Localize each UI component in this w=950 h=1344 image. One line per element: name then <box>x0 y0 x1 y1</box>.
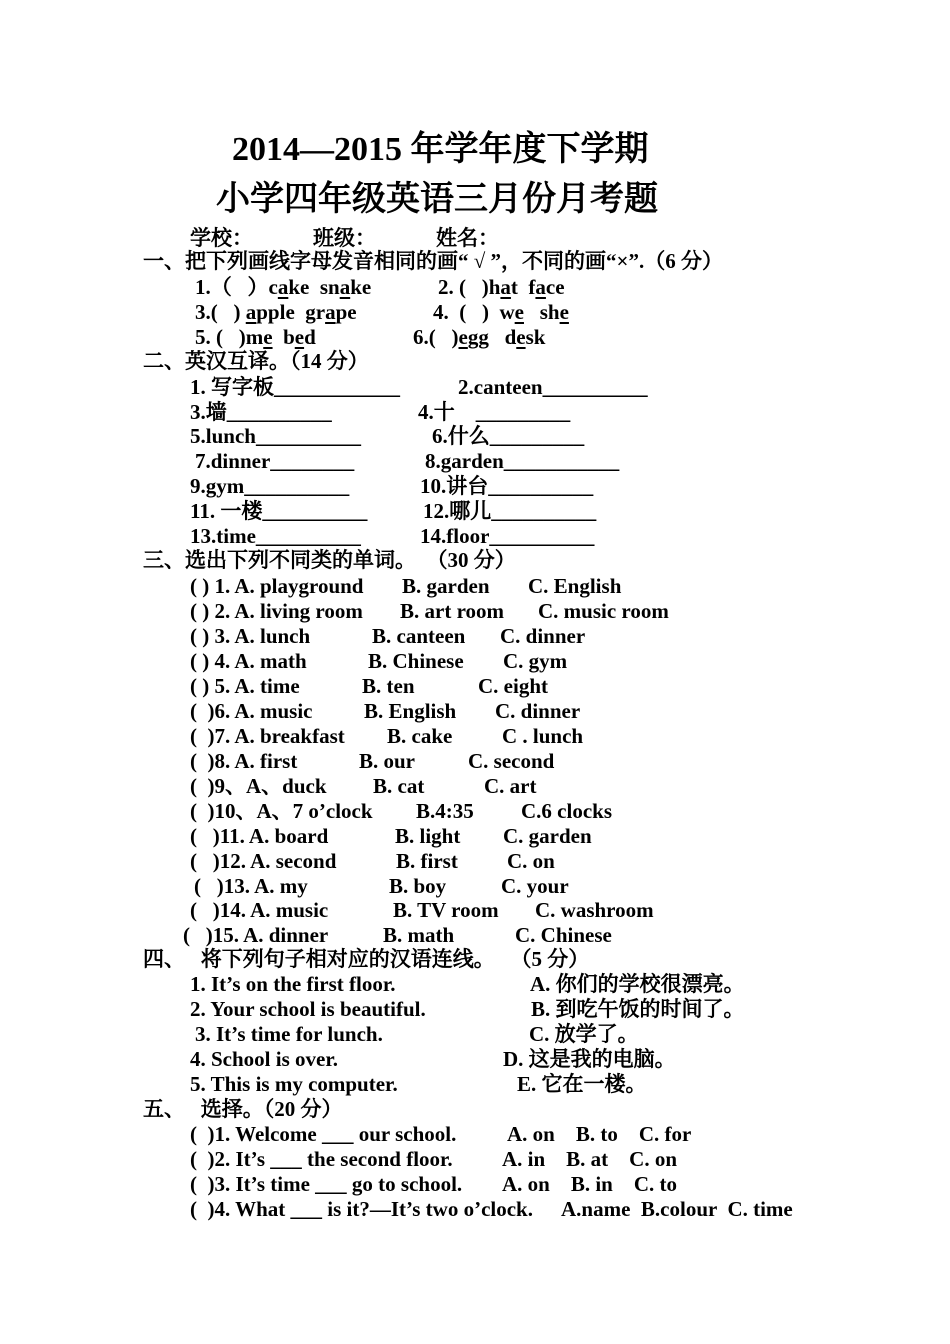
s4-left-3: 3. It’s time for lunch. <box>195 1022 383 1046</box>
s3-row-7-c: C . lunch <box>502 724 584 748</box>
name-label: 姓名： <box>436 226 499 250</box>
s3-row-11-c: C. garden <box>503 824 592 848</box>
s3-row-14-b: B. TV room <box>393 898 499 922</box>
s1-q3: 3.( ) apple grape <box>195 300 357 324</box>
s3-row-5-q: ( ) 5. A. time <box>190 674 300 698</box>
s2-item-11: 11. 一楼__________ <box>190 499 368 523</box>
s3-row-2-b: B. art room <box>400 599 505 623</box>
s3-row-3-b: B. canteen <box>372 624 466 648</box>
class-label: 班级： <box>313 226 376 250</box>
s4-right-5: E. 它在一楼。 <box>517 1072 647 1096</box>
section3-heading: 三、选出下列不同类的单词。 （30 分） <box>143 548 516 572</box>
s3-row-14-c: C. washroom <box>535 898 654 922</box>
s3-row-5-b: B. ten <box>362 674 415 698</box>
s1-q2: 2. ( )hat face <box>438 275 565 299</box>
s5-row-3-q: ( )3. It’s time ___ go to school. <box>190 1172 463 1196</box>
s2-item-5: 5.lunch__________ <box>190 424 361 448</box>
s3-row-8-q: ( )8. A. first <box>190 749 298 773</box>
school-label: 学校： <box>190 226 253 250</box>
s3-row-13-b: B. boy <box>389 874 447 898</box>
s3-row-2-q: ( ) 2. A. living room <box>190 599 363 623</box>
s2-item-1: 1. 写字板____________ <box>190 375 400 399</box>
s4-left-4: 4. School is over. <box>190 1047 338 1071</box>
s3-row-15-b: B. math <box>383 923 455 947</box>
s3-row-13-q: ( )13. A. my <box>194 874 308 898</box>
s2-item-12: 12.哪儿__________ <box>423 499 597 523</box>
s4-left-5: 5. This is my computer. <box>190 1072 398 1096</box>
s5-row-3-opts: A. on B. in C. to <box>502 1172 678 1196</box>
s3-row-3-c: C. dinner <box>500 624 586 648</box>
s3-row-8-c: C. second <box>468 749 555 773</box>
s2-item-8: 8.garden___________ <box>425 449 620 473</box>
s5-row-2-opts: A. in B. at C. on <box>502 1147 678 1171</box>
s3-row-1-c: C. English <box>528 574 622 598</box>
s3-row-6-q: ( )6. A. music <box>190 699 313 723</box>
s3-row-3-q: ( ) 3. A. lunch <box>190 624 311 648</box>
title-line2: 小学四年级英语三月份月考题 <box>216 181 658 218</box>
s3-row-10-c: C.6 clocks <box>521 799 612 823</box>
s3-row-12-q: ( )12. A. second <box>190 849 337 873</box>
s3-row-10-q: ( )10、A、7 o’clock <box>190 799 373 823</box>
section1-heading: 一、把下列画线字母发音相同的画“ √ ”，不同的画“×”.（6 分） <box>143 249 723 273</box>
s3-row-9-b: B. cat <box>373 774 425 798</box>
s3-row-7-b: B. cake <box>387 724 453 748</box>
s3-row-4-q: ( ) 4. A. math <box>190 649 307 673</box>
s3-row-4-b: B. Chinese <box>368 649 464 673</box>
s4-left-1: 1. It’s on the first floor. <box>190 972 396 996</box>
s2-item-10: 10.讲台__________ <box>420 474 594 498</box>
section2-heading: 二、英汉互译。（14 分） <box>143 349 369 373</box>
s3-row-6-c: C. dinner <box>495 699 581 723</box>
s3-row-2-c: C. music room <box>538 599 669 623</box>
s3-row-1-b: B. garden <box>402 574 490 598</box>
s2-item-7: 7.dinner________ <box>195 449 355 473</box>
s5-row-1-q: ( )1. Welcome ___ our school. <box>190 1122 457 1146</box>
s3-row-6-b: B. English <box>364 699 457 723</box>
s2-item-9: 9.gym__________ <box>190 474 350 498</box>
s3-row-9-q: ( )9、A、duck <box>190 774 327 798</box>
s4-right-4: D. 这是我的电脑。 <box>503 1047 676 1071</box>
s1-q4: 4. ( ) we she <box>433 300 569 324</box>
title-line1: 2014—2015 年学年度下学期 <box>232 131 649 168</box>
s3-row-12-b: B. first <box>396 849 458 873</box>
s2-item-3: 3.墙__________ <box>190 400 332 424</box>
section5-heading: 五、 选择。（20 分） <box>143 1097 343 1121</box>
s2-item-2: 2.canteen__________ <box>458 375 648 399</box>
s3-row-15-c: C. Chinese <box>515 923 612 947</box>
s1-q6: 6.( )egg desk <box>413 325 546 349</box>
s1-q5: 5. ( )me bed <box>195 325 316 349</box>
s4-left-2: 2. Your school is beautiful. <box>190 997 426 1021</box>
s2-item-4: 4.十 _________ <box>418 400 571 424</box>
s3-row-14-q: ( )14. A. music <box>190 898 329 922</box>
s3-row-1-q: ( ) 1. A. playground <box>190 574 364 598</box>
s5-row-1-opts: A. on B. to C. for <box>507 1122 692 1146</box>
s5-row-4-q: ( )4. What ___ is it?—It’s two o’clock. <box>190 1197 533 1221</box>
s3-row-10-b: B.4:35 <box>416 799 474 823</box>
s5-row-4-opts: A.name B.colour C. time <box>561 1197 793 1221</box>
s4-right-3: C. 放学了。 <box>529 1022 639 1046</box>
s2-item-14: 14.floor__________ <box>420 524 595 548</box>
s3-row-12-c: C. on <box>507 849 555 873</box>
s3-row-8-b: B. our <box>359 749 416 773</box>
s3-row-15-q: ( )15. A. dinner <box>183 923 329 947</box>
s3-row-7-q: ( )7. A. breakfast <box>190 724 345 748</box>
s3-row-11-q: ( )11. A. board <box>190 824 329 848</box>
s3-row-11-b: B. light <box>395 824 461 848</box>
s4-right-1: A. 你们的学校很漂亮。 <box>530 972 745 996</box>
s3-row-9-c: C. art <box>484 774 537 798</box>
s1-q1: 1.（ ）cake snake <box>195 275 372 299</box>
s2-item-13: 13.time__________ <box>190 524 361 548</box>
s3-row-4-c: C. gym <box>503 649 568 673</box>
s5-row-2-q: ( )2. It’s ___ the second floor. <box>190 1147 453 1171</box>
section4-heading: 四、 将下列句子相对应的汉语连线。 （5 分） <box>143 947 590 971</box>
s4-right-2: B. 到吃午饭的时间了。 <box>531 997 745 1021</box>
s2-item-6: 6.什么_________ <box>432 424 585 448</box>
s3-row-13-c: C. your <box>501 874 569 898</box>
s3-row-5-c: C. eight <box>478 674 548 698</box>
